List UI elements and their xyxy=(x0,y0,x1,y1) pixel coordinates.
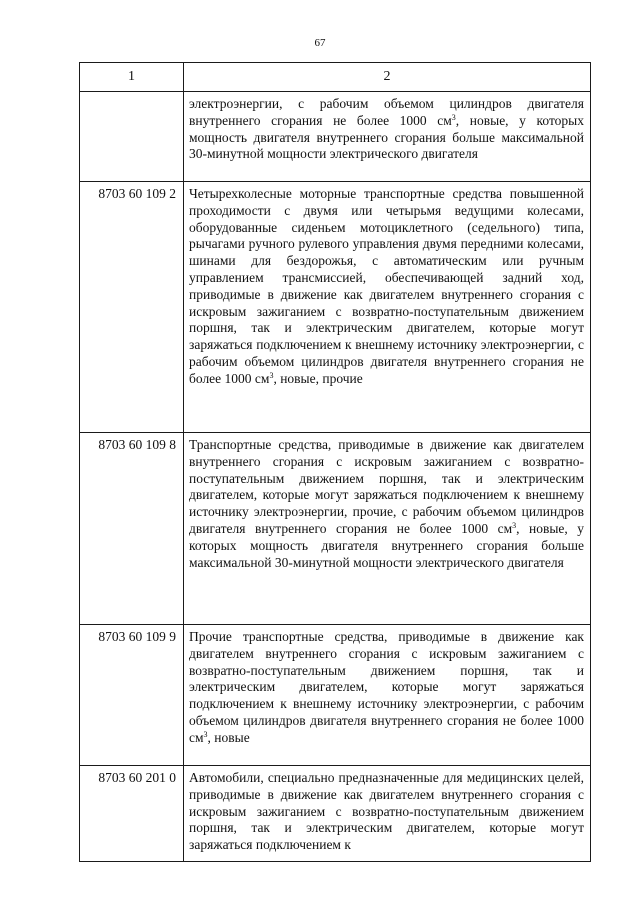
table-row xyxy=(80,433,591,625)
table-row xyxy=(80,182,591,433)
description-text: Прочие транспортные средства, приводимые в движение как двигателем внутреннего сгорания с искровым зажиганием с возвратно-поступательным движением поршня, так и электрическим двигателем, которые могут заряжаться подключением к внешнему источнику электроэнергии, с рабочим объемом цилиндров двигателя внутреннего сгорания не более 1000 см xyxy=(189,629,584,745)
superscript: 3 xyxy=(203,729,208,739)
tariff-code-cell: 8703 60 201 0 xyxy=(80,766,184,862)
table-row xyxy=(80,766,591,862)
table-row xyxy=(80,625,591,766)
description-text: Четырехколесные моторные транспортные средства повышенной проходимости с двумя или четырьмя ведущими колесами, оборудованные сиденьем мотоциклетного (седельного) типа, рычагами ручного рулевого управления двумя передними колесами, шинами для бездорожья, с автоматическим или ручным управлением трансмиссией, обеспечивающей задний ход, приводимые в движение как двигателем внутреннего сгорания с искровым зажиганием с возвратно-поступательным движением поршня, так и электрическим двигателем, которые могут заряжаться подключением к внешнему источнику электроэнергии, с рабочим объемом цилиндров двигателя внутреннего сгорания не более 1000 см xyxy=(189,186,584,386)
description-text-tail: , новые xyxy=(207,729,250,745)
description-text: Автомобили, специально предназначенные для медицинских целей, приводимые в движение как двигателем внутреннего сгорания с искровым зажиганием с возвратно-поступательным движением поршня, так и электрическим двигателем, которые могут заряжаться подключением к xyxy=(189,770,584,853)
column-header-code: 1 xyxy=(80,63,184,92)
tariff-code-cell: 8703 60 109 9 xyxy=(80,625,184,766)
column-header-description: 2 xyxy=(184,63,591,92)
description-text: электроэнергии, с рабочим объемом цилиндров двигателя внутреннего сгорания не более 1000 см xyxy=(189,96,584,128)
description-text: Транспортные средства, приводимые в движение как двигателем внутреннего сгорания с искровым зажиганием с возвратно-поступательным движением поршня, так и электрическим двигателем, которые могут заряжаться подключением к внешнему источнику электроэнергии, прочие, с рабочим объемом цилиндров двигателя внутреннего сгорания не более 1000 см xyxy=(189,437,584,536)
superscript: 3 xyxy=(512,520,517,530)
description-cell xyxy=(184,92,591,182)
table-row xyxy=(80,92,591,182)
table-header-row xyxy=(80,63,591,92)
description-cell xyxy=(184,625,591,766)
description-text-tail: , новые, прочие xyxy=(273,370,363,386)
description-cell xyxy=(184,433,591,625)
description-cell xyxy=(184,182,591,433)
page-number: 67 xyxy=(314,37,326,49)
description-text-tail: , новые, у которых мощность двигателя внутреннего сгорания больше максимальной 30-минутной мощности электрического двигателя xyxy=(189,112,584,162)
superscript: 3 xyxy=(451,112,456,122)
tariff-code-cell: 8703 60 109 8 xyxy=(80,433,184,625)
tariff-code-cell: 8703 60 109 2 xyxy=(80,182,184,433)
superscript: 3 xyxy=(269,370,274,380)
description-text-tail: , новые, у которых мощность двигателя внутреннего сгорания больше максимальной 30-минутной мощности электрического двигателя xyxy=(189,520,584,570)
tariff-code-table xyxy=(79,62,591,862)
description-cell xyxy=(184,766,591,862)
tariff-code-cell xyxy=(80,92,184,182)
